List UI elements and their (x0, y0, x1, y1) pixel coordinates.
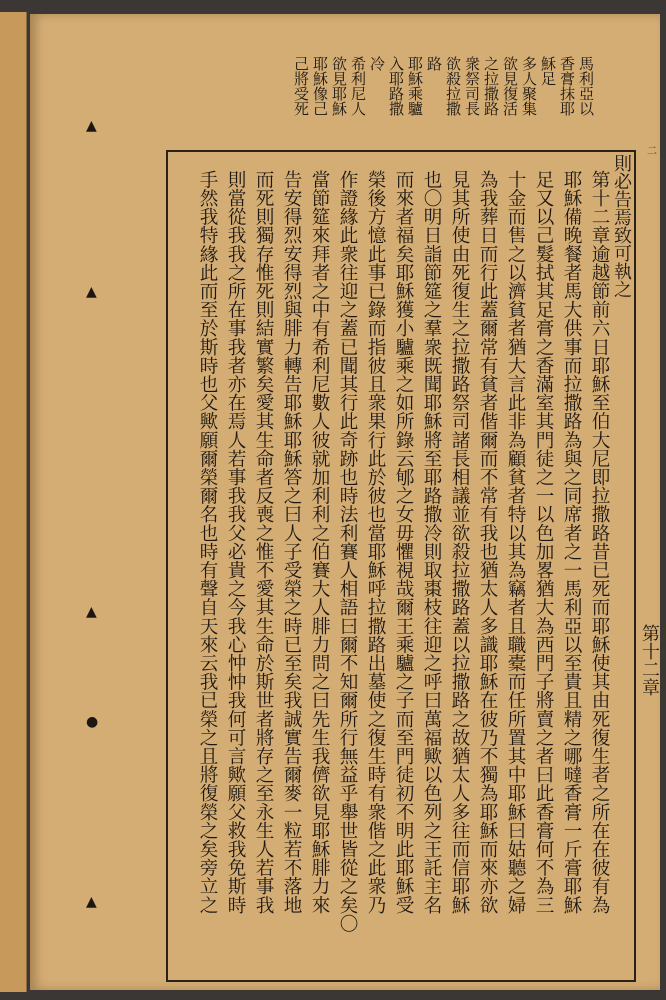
text-column: 作證緣此衆往迎之蓋已聞其行此奇跡也時法利賽人相語曰爾不知爾所行無益乎舉世皆從之矣〇 (337, 170, 358, 933)
stain-mark: ▲ (86, 284, 97, 300)
frame-right (634, 150, 636, 982)
left-page-edge (0, 12, 27, 992)
margin-note: 穌足 (539, 56, 557, 86)
stain-mark: ▲ (86, 604, 97, 620)
text-column: 告安得烈安得烈與腓力轉告耶穌耶穌答之曰人子受榮之時已至矣我誠實告爾麥一粒若不落地 (281, 170, 302, 914)
text-column: 當節筵來拜者之中有希利尼數人彼就加利利之伯賽大人腓力問之曰先生我儕欲見耶穌腓力來 (309, 170, 330, 914)
text-column: 足又以己髮拭其足膏之香滿室其門徒之一以色加畧猶大為西門子將賣之者曰此香膏何不為三 (533, 170, 554, 914)
text-column: 手然我特緣此而至於斯時也父歟願爾榮爾名也時有聲自天來云我已榮之且將復榮之矣旁立之 (197, 170, 218, 914)
margin-note: 欲見耶穌 (330, 56, 348, 116)
margin-note: 欲殺拉撒 (444, 56, 462, 116)
pre-heading: 則必告焉致可執之 (611, 154, 632, 298)
text-column: 十金而售之以濟貧者猶大言此非為顧貧者特以其為竊者且職橐而任所置其中耶穌曰姑聽之婦 (505, 170, 526, 914)
margin-note: 希利尼人 (349, 56, 367, 116)
margin-note: 耶穌像己 (311, 56, 329, 116)
book-page (30, 14, 660, 990)
stain-mark: ● (86, 714, 99, 730)
margin-note: 衆祭司長 (463, 56, 481, 116)
margin-note: 多人聚集 (520, 56, 538, 116)
frame-left (166, 150, 168, 982)
page-number: 二 (647, 146, 657, 157)
text-column: 見其所使由死復生之拉撒路祭司諸長相議並欲殺拉撒路蓋以拉撒路之故猶太人多往而信耶穌 (449, 170, 470, 914)
margin-note: 冷 (368, 56, 386, 71)
text-column: 耶穌備晚餐者馬大供事而拉撒路為與之同席者之一馬利亞以至貴且精之哪噠香膏一斤膏耶穌 (561, 170, 582, 914)
stain-mark: ▲ (86, 894, 97, 910)
text-column: 也〇明日詣節筵之羣衆既聞耶穌將至耶路撒冷則取棗枝往迎之呼曰萬福歟以色列之王託主名 (421, 170, 442, 914)
margin-note: 馬利亞以 (577, 56, 595, 116)
margin-note: 路 (425, 56, 443, 71)
text-column: 則當從我我之所在事我者亦在焉人若事我我父必貴之今我心忡忡我何可言歟願父救我免斯時 (225, 170, 246, 914)
stain-mark: ▲ (86, 118, 97, 134)
text-column: 為我葬日而行此蓋爾常有貧者偕爾而不常有我也猶太人多識耶穌在彼乃不獨為耶穌而來亦欲 (477, 170, 498, 914)
text-column: 而來者福矣耶穌獲小驢乘之如所錄云郇之女毋懼視哉爾王乘驢之子而至門徒初不明此耶穌受 (393, 170, 414, 914)
margin-note: 入耶路撒 (387, 56, 405, 116)
text-column: 而死則獨存惟死則結實繁矣愛其生命者反喪之惟不愛其生命於斯世者將存之至永生人若事我 (253, 170, 274, 914)
text-column: 第十二章逾越節前六日耶穌至伯大尼即拉撒路昔已死而耶穌使其由死復生者之所在在彼有為 (589, 170, 610, 914)
chapter-side-title: 第十二章 (639, 624, 660, 696)
margin-note: 己將受死 (292, 56, 310, 116)
margin-note: 香膏抹耶 (558, 56, 576, 116)
margin-note: 之拉撒路 (482, 56, 500, 116)
text-column: 榮後方憶此事已錄而指彼且衆果行此於彼也當耶穌呼拉撒路出墓使之復生時有衆偕之此衆乃 (365, 170, 386, 914)
margin-note: 欲見復活 (501, 56, 519, 116)
margin-note: 耶穌乘驢 (406, 56, 424, 116)
frame-bottom (166, 980, 636, 982)
